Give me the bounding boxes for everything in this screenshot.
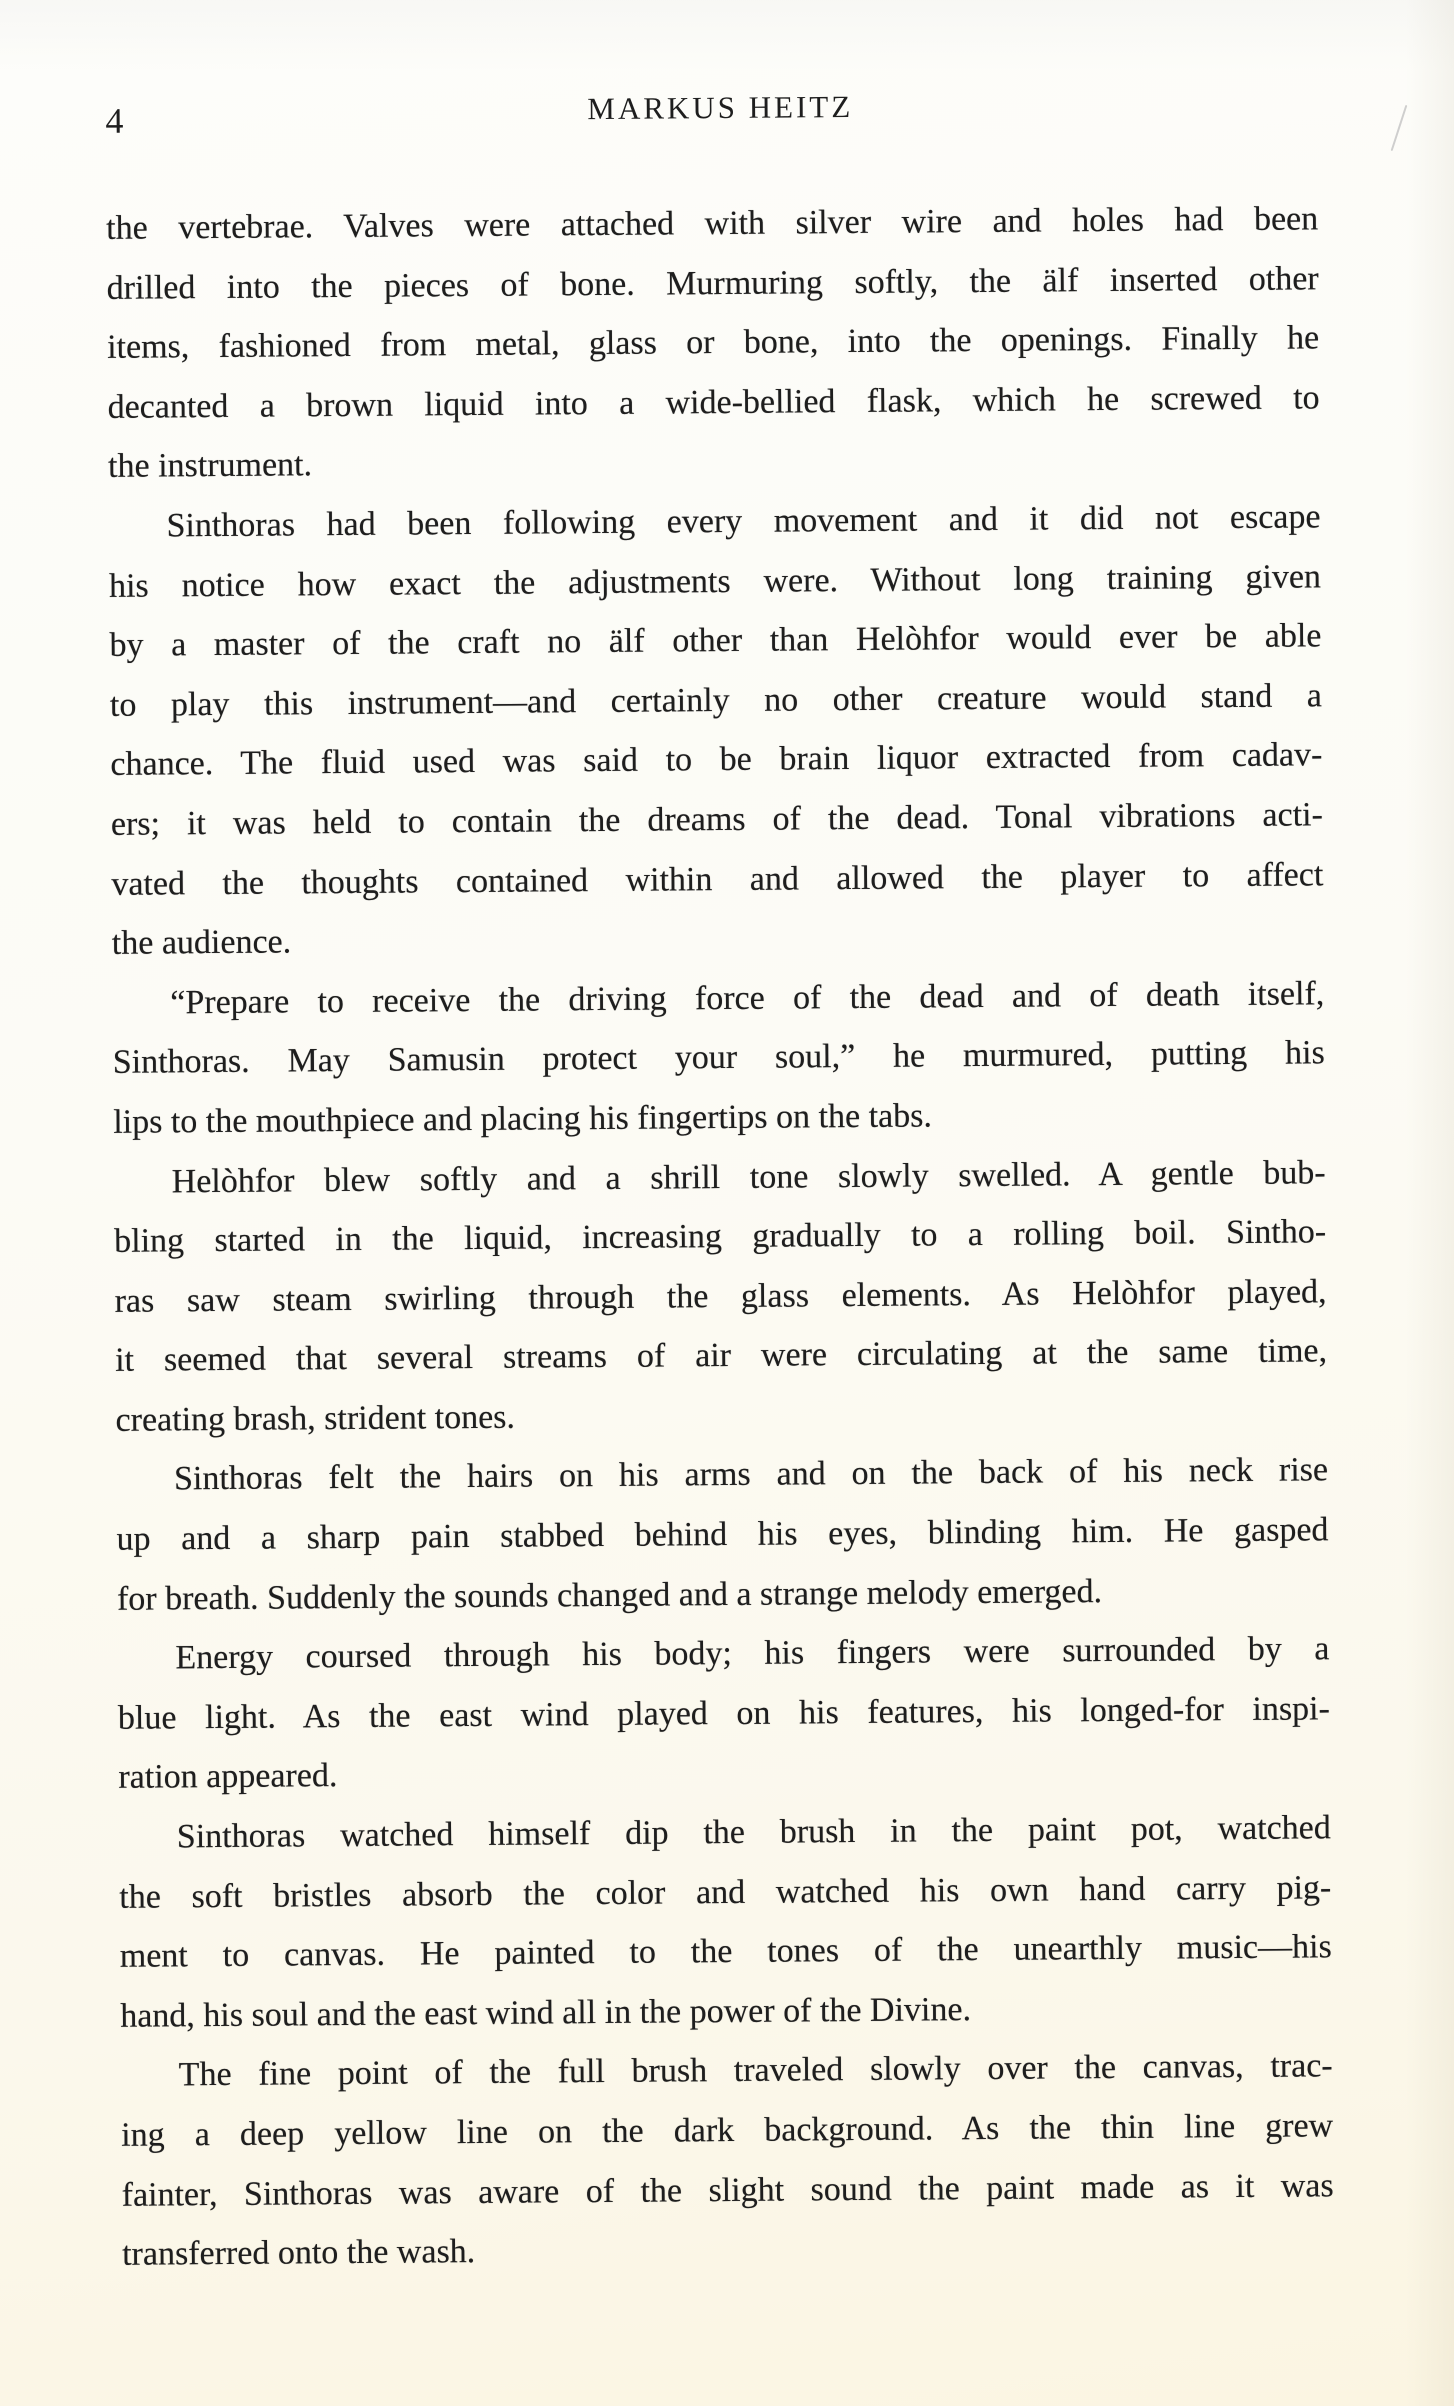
running-header-author: MARKUS HEITZ [587, 88, 854, 127]
text-line: ras saw steam swirling through the glass elements. As Helòhfor played, [114, 1272, 1327, 1320]
text-line: Sinthoras watched himself dip the brush in the paint pot, watched [176, 1809, 1331, 1856]
text-line: blue light. As the east wind played on his features, his longed-for inspi- [117, 1690, 1331, 1737]
body-text [106, 189, 1334, 2284]
text-line: ment to canvas. He painted to the tones of the unearthly music—his [119, 1928, 1332, 1976]
text-line: ers; it was held to contain the dreams of the dead. Tonal vibrations acti- [110, 796, 1324, 843]
text-line: it seemed that several streams of air were circulating at the same time, [114, 1332, 1328, 1380]
text-line: fainter, Sinthoras was aware of the slight sound the paint made as it was [121, 2166, 1334, 2214]
text-line: “Prepare to receive the driving force of the dead and of death itself, [170, 975, 1325, 1022]
page-number: 4 [105, 100, 124, 141]
text-line: bling started in the liquid, increasing gradually to a rolling boil. Sintho- [114, 1213, 1327, 1260]
text-line: Helòhfor blew softly and a shrill tone slowly swelled. A gentle bub- [171, 1153, 1326, 1200]
text-line: lips to the mouthpiece and placing his fingertips on the tabs. [113, 1097, 933, 1141]
text-line: by a master of the craft no älf other than Helòhfor would ever be able [109, 617, 1322, 664]
text-line: The fine point of the full brush traveled slowly over the canvas, trac- [178, 2047, 1333, 2094]
text-line: Sinthoras felt the hairs on his arms and on the back of his neck rise [173, 1451, 1329, 1498]
text-line: decanted a brown liquid into a wide-bellied flask, which he screwed to [107, 379, 1320, 426]
text-line: ration appeared. [118, 1757, 338, 1797]
text-line: to play this instrument—and certainly no other creature would stand a [109, 677, 1323, 724]
text-line: Sinthoras. May Samusin protect your soul,” he murmured, putting his [112, 1034, 1325, 1082]
text-line: the audience. [111, 923, 292, 962]
text-line: drilled into the pieces of bone. Murmuring softly, the älf inserted other [106, 259, 1319, 307]
text-line: hand, his soul and the east wind all in the power of the Divine. [120, 1990, 972, 2035]
text-line: Energy coursed through his body; his fingers were surrounded by a [175, 1630, 1330, 1677]
text-line: Sinthoras had been following every movement and it did not escape [166, 498, 1321, 545]
text-line: items, fashioned from metal, glass or bone, into the openings. Finally he [107, 319, 1320, 367]
text-line: ing a deep yellow line on the dark background. As the thin line grew [121, 2107, 1334, 2154]
text-line: transferred onto the wash. [121, 2233, 476, 2273]
text-line: chance. The fluid used was said to be brain liquor extracted from cadav- [110, 736, 1323, 784]
text-line: creating brash, strident tones. [115, 1398, 516, 1439]
text-line: his notice how exact the adjustments were. Without long training given [108, 557, 1322, 605]
text-line: the instrument. [107, 446, 313, 486]
text-line: up and a sharp pain stabbed behind his eyes, blinding him. He gasped [116, 1511, 1329, 1558]
text-line: the vertebrae. Valves were attached with silver wire and holes had been [106, 200, 1319, 247]
text-line: vated the thoughts contained within and allowed the player to affect [111, 855, 1324, 903]
text-line: the soft bristles absorb the color and watched his own hand carry pig- [119, 1868, 1332, 1916]
text-line: for breath. Suddenly the sounds changed and a strange melody emerged. [116, 1572, 1103, 1618]
